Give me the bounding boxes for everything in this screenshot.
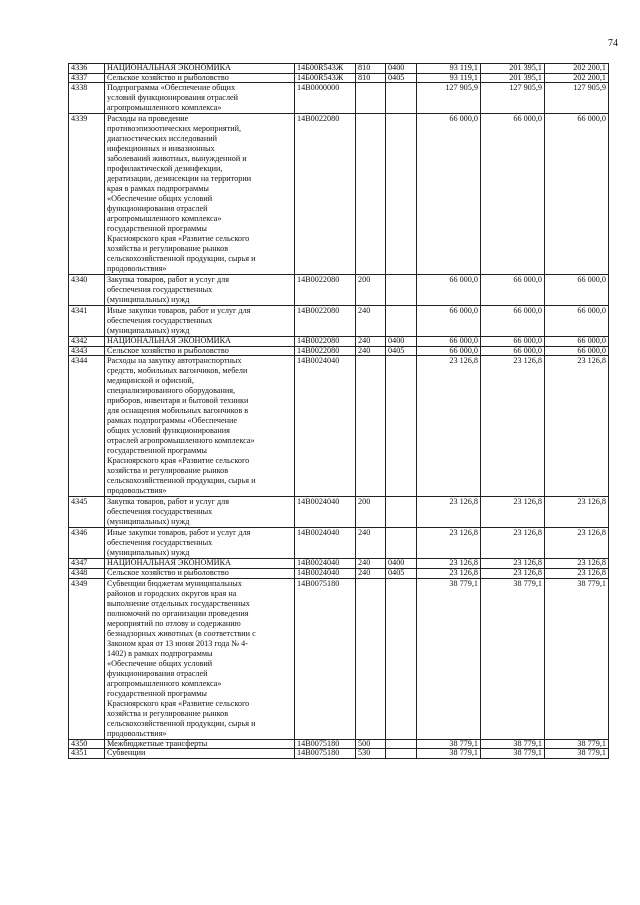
expense-name-cell: Межбюджетные трансферты [105, 739, 295, 749]
row-number-cell: 4340 [69, 275, 105, 306]
section-code-cell [386, 306, 417, 337]
table-row [69, 528, 609, 559]
expense-type-code-cell: 240 [356, 569, 386, 579]
row-number-cell: 4341 [69, 306, 105, 337]
amount-year1-cell: 66 000,0 [417, 346, 481, 356]
expense-name-cell: Подпрограмма «Обеспечение общих условий функционирования отраслей агропромышленного комплекса» [105, 83, 295, 114]
amount-year3-cell: 66 000,0 [545, 114, 609, 275]
row-number-cell: 4339 [69, 114, 105, 275]
section-code-cell: 0400 [386, 337, 417, 347]
row-number-cell: 4346 [69, 528, 105, 559]
section-code-cell [386, 356, 417, 497]
row-number-cell: 4342 [69, 337, 105, 347]
section-code-cell [386, 114, 417, 275]
amount-year2-cell: 127 905,9 [481, 83, 545, 114]
expense-type-code-cell: 200 [356, 275, 386, 306]
expense-type-code-cell: 240 [356, 337, 386, 347]
amount-year2-cell: 66 000,0 [481, 337, 545, 347]
amount-year3-cell: 66 000,0 [545, 346, 609, 356]
amount-year1-cell: 23 126,8 [417, 569, 481, 579]
budget-table [68, 63, 609, 759]
target-article-code-cell: 14В0075180 [295, 749, 356, 759]
amount-year1-cell: 38 779,1 [417, 739, 481, 749]
amount-year1-cell: 23 126,8 [417, 528, 481, 559]
expense-name-cell: НАЦИОНАЛЬНАЯ ЭКОНОМИКА [105, 64, 295, 74]
amount-year3-cell: 23 126,8 [545, 497, 609, 528]
expense-type-code-cell [356, 83, 386, 114]
section-code-cell: 0400 [386, 559, 417, 569]
expense-type-code-cell: 500 [356, 739, 386, 749]
expense-name-cell: Иные закупки товаров, работ и услуг для обеспечения государственных (муниципальных) нужд [105, 306, 295, 337]
page-number: 74 [608, 38, 618, 49]
expense-type-code-cell: 240 [356, 306, 386, 337]
expense-type-code-cell: 810 [356, 73, 386, 83]
section-code-cell: 0405 [386, 569, 417, 579]
table-row [69, 275, 609, 306]
amount-year1-cell: 23 126,8 [417, 559, 481, 569]
amount-year3-cell: 23 126,8 [545, 559, 609, 569]
target-article-code-cell: 14В0024040 [295, 528, 356, 559]
expense-name-cell: НАЦИОНАЛЬНАЯ ЭКОНОМИКА [105, 337, 295, 347]
amount-year1-cell: 93 119,1 [417, 73, 481, 83]
target-article-code-cell: 14В0022080 [295, 337, 356, 347]
amount-year2-cell: 38 779,1 [481, 739, 545, 749]
amount-year1-cell: 23 126,8 [417, 497, 481, 528]
target-article-code-cell: 14В0022080 [295, 346, 356, 356]
amount-year2-cell: 38 779,1 [481, 578, 545, 739]
amount-year1-cell: 66 000,0 [417, 337, 481, 347]
table-row [69, 578, 609, 739]
row-number-cell: 4349 [69, 578, 105, 739]
row-number-cell: 4350 [69, 739, 105, 749]
amount-year1-cell: 127 905,9 [417, 83, 481, 114]
row-number-cell: 4351 [69, 749, 105, 759]
amount-year1-cell: 38 779,1 [417, 578, 481, 739]
row-number-cell: 4345 [69, 497, 105, 528]
amount-year3-cell: 66 000,0 [545, 275, 609, 306]
amount-year2-cell: 66 000,0 [481, 346, 545, 356]
target-article-code-cell: 14В0024040 [295, 356, 356, 497]
table-row [69, 346, 609, 356]
amount-year3-cell: 23 126,8 [545, 569, 609, 579]
amount-year1-cell: 66 000,0 [417, 306, 481, 337]
amount-year2-cell: 23 126,8 [481, 569, 545, 579]
amount-year1-cell: 66 000,0 [417, 114, 481, 275]
expense-name-cell: Субвенции бюджетам муниципальных районов и городских округов края на выполнение отдельных государственных полномочий по организации проведения мероприятий по отлову и содержанию безнадзорных животных (в соответствии с Законом края от 13 июня 2013 года № 4- 1402) в рамках подпрограммы «Обеспечение общих условий функционирования отраслей агропромышленного комплекса» государственной программы Красноярского края «Развитие сельского хозяйства и регулирование рынков сельскохозяйственной продукции, сырья и продовольствия» [105, 578, 295, 739]
section-code-cell [386, 739, 417, 749]
table-row [69, 559, 609, 569]
target-article-code-cell: 14В0075180 [295, 739, 356, 749]
expense-type-code-cell: 200 [356, 497, 386, 528]
table-row [69, 73, 609, 83]
table-row [69, 749, 609, 759]
amount-year3-cell: 38 779,1 [545, 739, 609, 749]
section-code-cell: 0405 [386, 73, 417, 83]
expense-type-code-cell: 240 [356, 559, 386, 569]
expense-name-cell: Закупка товаров, работ и услуг для обеспечения государственных (муниципальных) нужд [105, 275, 295, 306]
amount-year3-cell: 66 000,0 [545, 337, 609, 347]
amount-year2-cell: 66 000,0 [481, 275, 545, 306]
target-article-code-cell: 14В0075180 [295, 578, 356, 739]
target-article-code-cell: 14В0024040 [295, 559, 356, 569]
table-row [69, 64, 609, 74]
expense-name-cell: Сельское хозяйство и рыболовство [105, 569, 295, 579]
amount-year3-cell: 202 200,1 [545, 73, 609, 83]
expense-name-cell: Субвенции [105, 749, 295, 759]
section-code-cell: 0405 [386, 346, 417, 356]
amount-year2-cell: 23 126,8 [481, 497, 545, 528]
expense-name-cell: Сельское хозяйство и рыболовство [105, 73, 295, 83]
amount-year3-cell: 66 000,0 [545, 306, 609, 337]
target-article-code-cell: 14В0024040 [295, 497, 356, 528]
target-article-code-cell: 14Б00R543Ж [295, 64, 356, 74]
amount-year2-cell: 66 000,0 [481, 306, 545, 337]
expense-type-code-cell: 810 [356, 64, 386, 74]
expense-type-code-cell: 240 [356, 528, 386, 559]
amount-year2-cell: 23 126,8 [481, 356, 545, 497]
table-row [69, 497, 609, 528]
table-row [69, 569, 609, 579]
amount-year2-cell: 201 395,1 [481, 64, 545, 74]
amount-year3-cell: 38 779,1 [545, 578, 609, 739]
target-article-code-cell: 14В0022080 [295, 306, 356, 337]
amount-year2-cell: 66 000,0 [481, 114, 545, 275]
expense-name-cell: Сельское хозяйство и рыболовство [105, 346, 295, 356]
amount-year3-cell: 127 905,9 [545, 83, 609, 114]
section-code-cell [386, 275, 417, 306]
expense-type-code-cell: 530 [356, 749, 386, 759]
expense-type-code-cell [356, 578, 386, 739]
row-number-cell: 4337 [69, 73, 105, 83]
table-row [69, 306, 609, 337]
expense-name-cell: Расходы на закупку автотранспортных средств, мобильных вагончиков, мебели медицинской и офисной, специализированного оборудования, приборов, инвентаря и бытовой техники для оснащения мобильных вагончиков в рамках подпрограммы «Обеспечение общих условий функционирования отраслей агропромышленного комплекса» государственной программы Красноярского края «Развитие сельского хозяйства и регулирование рынков сельскохозяйственной продукции, сырья и продовольствия» [105, 356, 295, 497]
section-code-cell [386, 497, 417, 528]
target-article-code-cell: 14В0022080 [295, 275, 356, 306]
budget-table-body [69, 64, 609, 759]
row-number-cell: 4344 [69, 356, 105, 497]
amount-year1-cell: 66 000,0 [417, 275, 481, 306]
amount-year1-cell: 38 779,1 [417, 749, 481, 759]
expense-type-code-cell [356, 356, 386, 497]
expense-type-code-cell [356, 114, 386, 275]
row-number-cell: 4348 [69, 569, 105, 579]
row-number-cell: 4343 [69, 346, 105, 356]
table-row [69, 739, 609, 749]
row-number-cell: 4347 [69, 559, 105, 569]
amount-year2-cell: 23 126,8 [481, 559, 545, 569]
target-article-code-cell: 14В0000000 [295, 83, 356, 114]
section-code-cell [386, 749, 417, 759]
amount-year3-cell: 23 126,8 [545, 528, 609, 559]
target-article-code-cell: 14В0022080 [295, 114, 356, 275]
row-number-cell: 4336 [69, 64, 105, 74]
amount-year3-cell: 23 126,8 [545, 356, 609, 497]
amount-year2-cell: 23 126,8 [481, 528, 545, 559]
section-code-cell [386, 83, 417, 114]
expense-name-cell: Расходы на проведение противоэпизоотических мероприятий, диагностических исследований инфекционных и инвазионных заболеваний животных, вынужденной и профилактической дезинфекции, дератизации, дезинсекции на территории края в рамках подпрограммы «Обеспечение общих условий функционирования отраслей агропромышленного комплекса» государственной программы Красноярского края «Развитие сельского хозяйства и регулирование рынков сельскохозяйственной продукции, сырья и продовольствия» [105, 114, 295, 275]
table-row [69, 83, 609, 114]
amount-year3-cell: 202 200,1 [545, 64, 609, 74]
amount-year1-cell: 93 119,1 [417, 64, 481, 74]
amount-year2-cell: 201 395,1 [481, 73, 545, 83]
expense-type-code-cell: 240 [356, 346, 386, 356]
table-row [69, 337, 609, 347]
section-code-cell: 0400 [386, 64, 417, 74]
amount-year3-cell: 38 779,1 [545, 749, 609, 759]
expense-name-cell: Иные закупки товаров, работ и услуг для обеспечения государственных (муниципальных) нужд [105, 528, 295, 559]
section-code-cell [386, 578, 417, 739]
expense-name-cell: НАЦИОНАЛЬНАЯ ЭКОНОМИКА [105, 559, 295, 569]
amount-year2-cell: 38 779,1 [481, 749, 545, 759]
expense-name-cell: Закупка товаров, работ и услуг для обеспечения государственных (муниципальных) нужд [105, 497, 295, 528]
section-code-cell [386, 528, 417, 559]
table-row [69, 114, 609, 275]
target-article-code-cell: 14Б00R543Ж [295, 73, 356, 83]
table-row [69, 356, 609, 497]
row-number-cell: 4338 [69, 83, 105, 114]
amount-year1-cell: 23 126,8 [417, 356, 481, 497]
target-article-code-cell: 14В0024040 [295, 569, 356, 579]
